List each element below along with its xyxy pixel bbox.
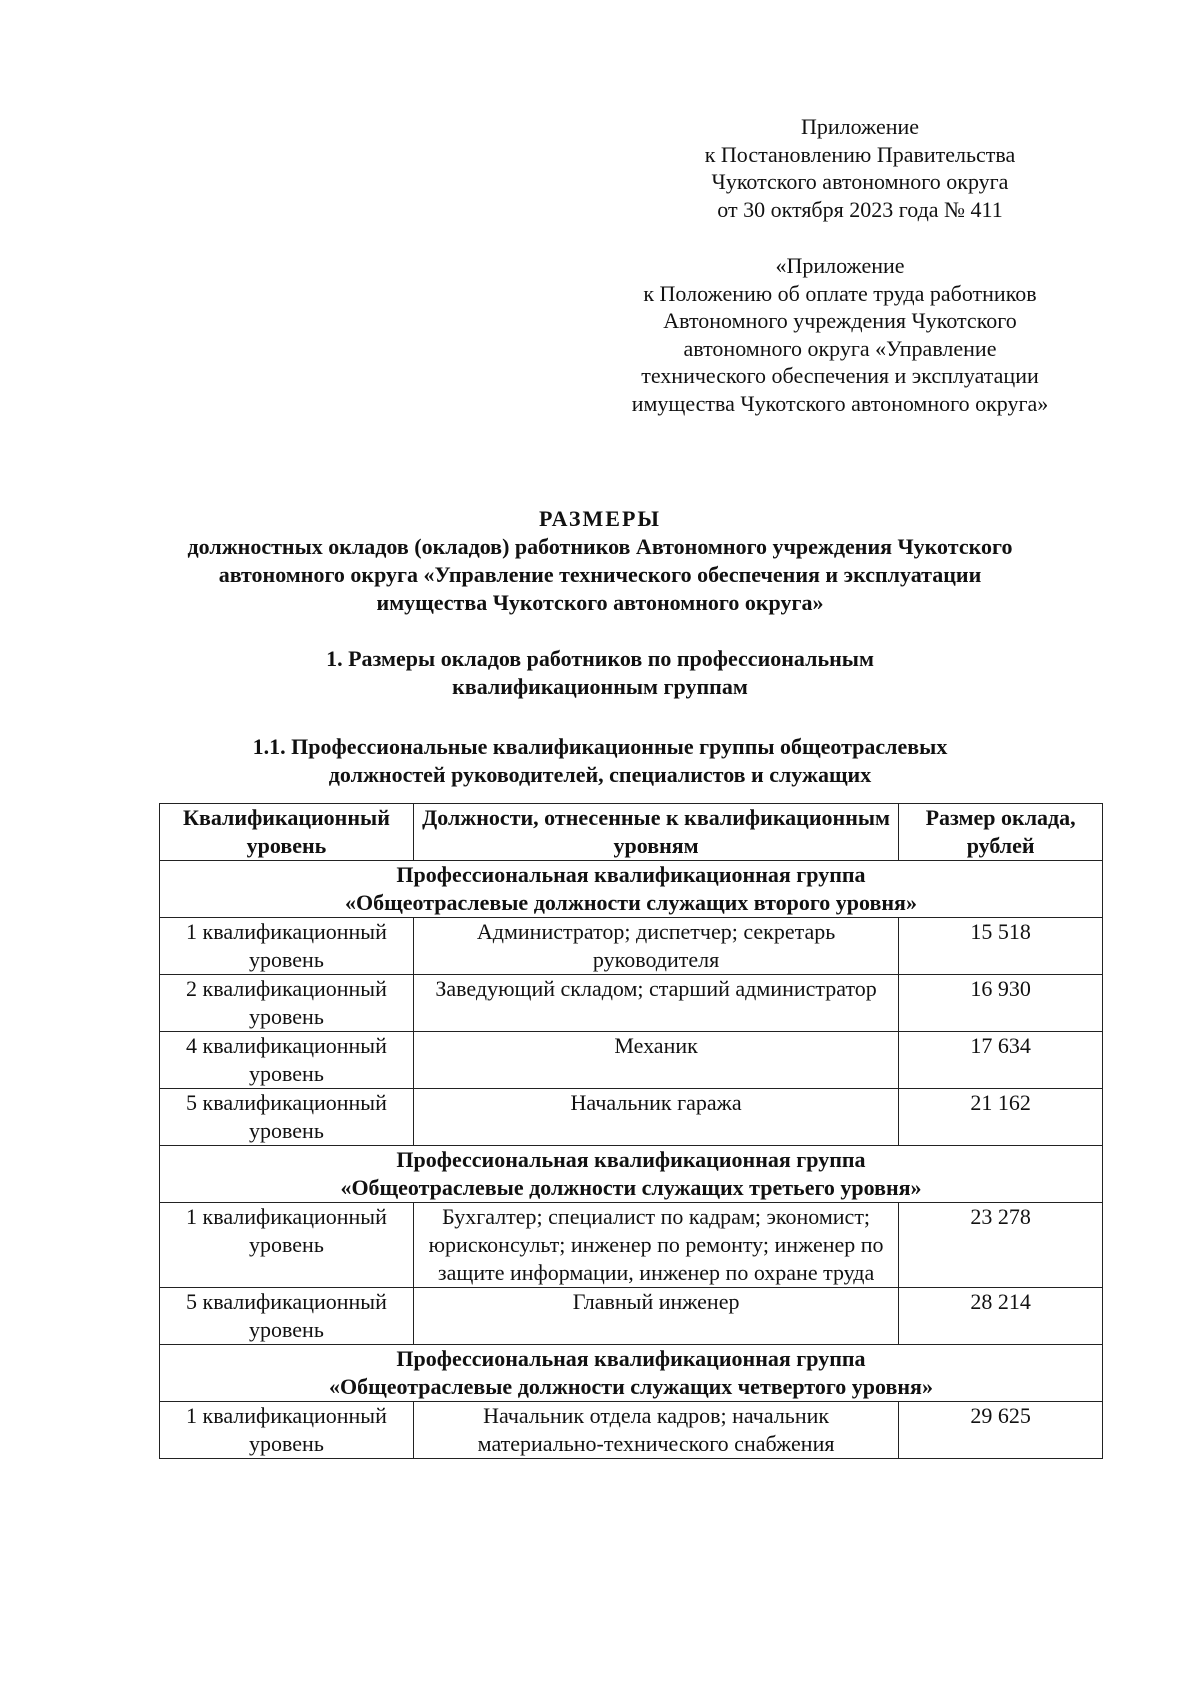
level-cell: 5 квалификационный уровень (160, 1288, 414, 1345)
salary-cell: 15 518 (899, 918, 1103, 975)
regulation-line: технического обеспечения и эксплуатации (641, 363, 1039, 388)
table-row (160, 1089, 1103, 1146)
group-title (160, 861, 1103, 918)
table-row (160, 918, 1103, 975)
group-title-line: Профессиональная квалификационная группа (396, 862, 866, 887)
group-header-row (160, 861, 1103, 918)
table-header-row (160, 804, 1103, 861)
group-title-line: «Общеотраслевые должности служащих третьего уровня» (340, 1175, 922, 1200)
positions-cell: Механик (413, 1032, 898, 1089)
subsection-heading (120, 733, 1080, 789)
appendix-line: Приложение (800, 114, 920, 139)
group-title-line: Профессиональная квалификационная группа (396, 1147, 866, 1172)
group-title-line: Профессиональная квалификационная группа (396, 1346, 866, 1371)
salary-cell: 28 214 (899, 1288, 1103, 1345)
subsection-heading-line: должностей руководителей, специалистов и служащих (328, 762, 872, 787)
group-title-line: «Общеотраслевые должности служащих четвертого уровня» (329, 1374, 933, 1399)
table-row (160, 1032, 1103, 1089)
level-cell: 5 квалификационный уровень (160, 1089, 414, 1146)
regulation-line: Автономного учреждения Чукотского (663, 308, 1017, 333)
group-title-line: «Общеотраслевые должности служащих второго уровня» (345, 890, 917, 915)
subsection-heading-line: 1.1. Профессиональные квалификационные группы общеотраслевых (252, 734, 948, 759)
document-title: РАЗМЕРЫ (538, 506, 662, 531)
table-row (160, 975, 1103, 1032)
table-row (160, 1288, 1103, 1345)
level-cell: 2 квалификационный уровень (160, 975, 414, 1032)
appendix-header (600, 113, 1120, 223)
salary-cell: 23 278 (899, 1203, 1103, 1288)
positions-cell: Главный инженер (413, 1288, 898, 1345)
level-cell: 1 квалификационный уровень (160, 1203, 414, 1288)
positions-cell: Бухгалтер; специалист по кадрам; экономист; юрисконсульт; инженер по ремонту; инженер по защите информации, инженер по охране труда (413, 1203, 898, 1288)
salary-cell: 17 634 (899, 1032, 1103, 1089)
salary-table (159, 803, 1103, 1459)
regulation-appendix-header (580, 252, 1100, 417)
column-header-positions: Должности, отнесенные к квалификационным уровням (413, 804, 898, 861)
level-cell: 1 квалификационный уровень (160, 918, 414, 975)
section-heading (120, 645, 1080, 701)
document-subtitle (120, 533, 1080, 617)
regulation-line: автономного округа «Управление (683, 335, 997, 361)
subtitle-line: должностных окладов (окладов) работников Автономного учреждения Чукотского (187, 534, 1013, 559)
column-header-level: Квалификационный уровень (160, 804, 414, 861)
level-cell: 4 квалификационный уровень (160, 1032, 414, 1089)
subtitle-line: имущества Чукотского автономного округа» (376, 590, 824, 615)
regulation-line: к Положению об оплате труда работников (643, 280, 1037, 306)
column-header-salary: Размер оклада, рублей (899, 804, 1103, 861)
subtitle-line: автономного округа «Управление технического обеспечения и эксплуатации (218, 562, 982, 587)
positions-cell: Заведующий складом; старший администратор (413, 975, 898, 1032)
table-row (160, 1203, 1103, 1288)
section-heading-line: квалификационным группам (452, 674, 748, 699)
group-title (160, 1146, 1103, 1203)
salary-cell: 21 162 (899, 1089, 1103, 1146)
regulation-line: имущества Чукотского автономного округа» (631, 390, 1049, 416)
appendix-line: к Постановлению Правительства (704, 141, 1016, 167)
positions-cell: Начальник отдела кадров; начальник материально-технического снабжения (413, 1402, 898, 1459)
positions-cell: Администратор; диспетчер; секретарь руководителя (413, 918, 898, 975)
table-row (160, 1402, 1103, 1459)
appendix-line: Чукотского автономного округа (711, 169, 1009, 194)
appendix-line: от 30 октября 2023 года № 411 (717, 196, 1003, 222)
group-title (160, 1345, 1103, 1402)
positions-cell: Начальник гаража (413, 1089, 898, 1146)
group-header-row (160, 1345, 1103, 1402)
section-heading-line: 1. Размеры окладов работников по профессиональным (326, 646, 874, 671)
level-cell: 1 квалификационный уровень (160, 1402, 414, 1459)
salary-cell: 29 625 (899, 1402, 1103, 1459)
group-header-row (160, 1146, 1103, 1203)
salary-cell: 16 930 (899, 975, 1103, 1032)
regulation-line: «Приложение (775, 253, 905, 278)
